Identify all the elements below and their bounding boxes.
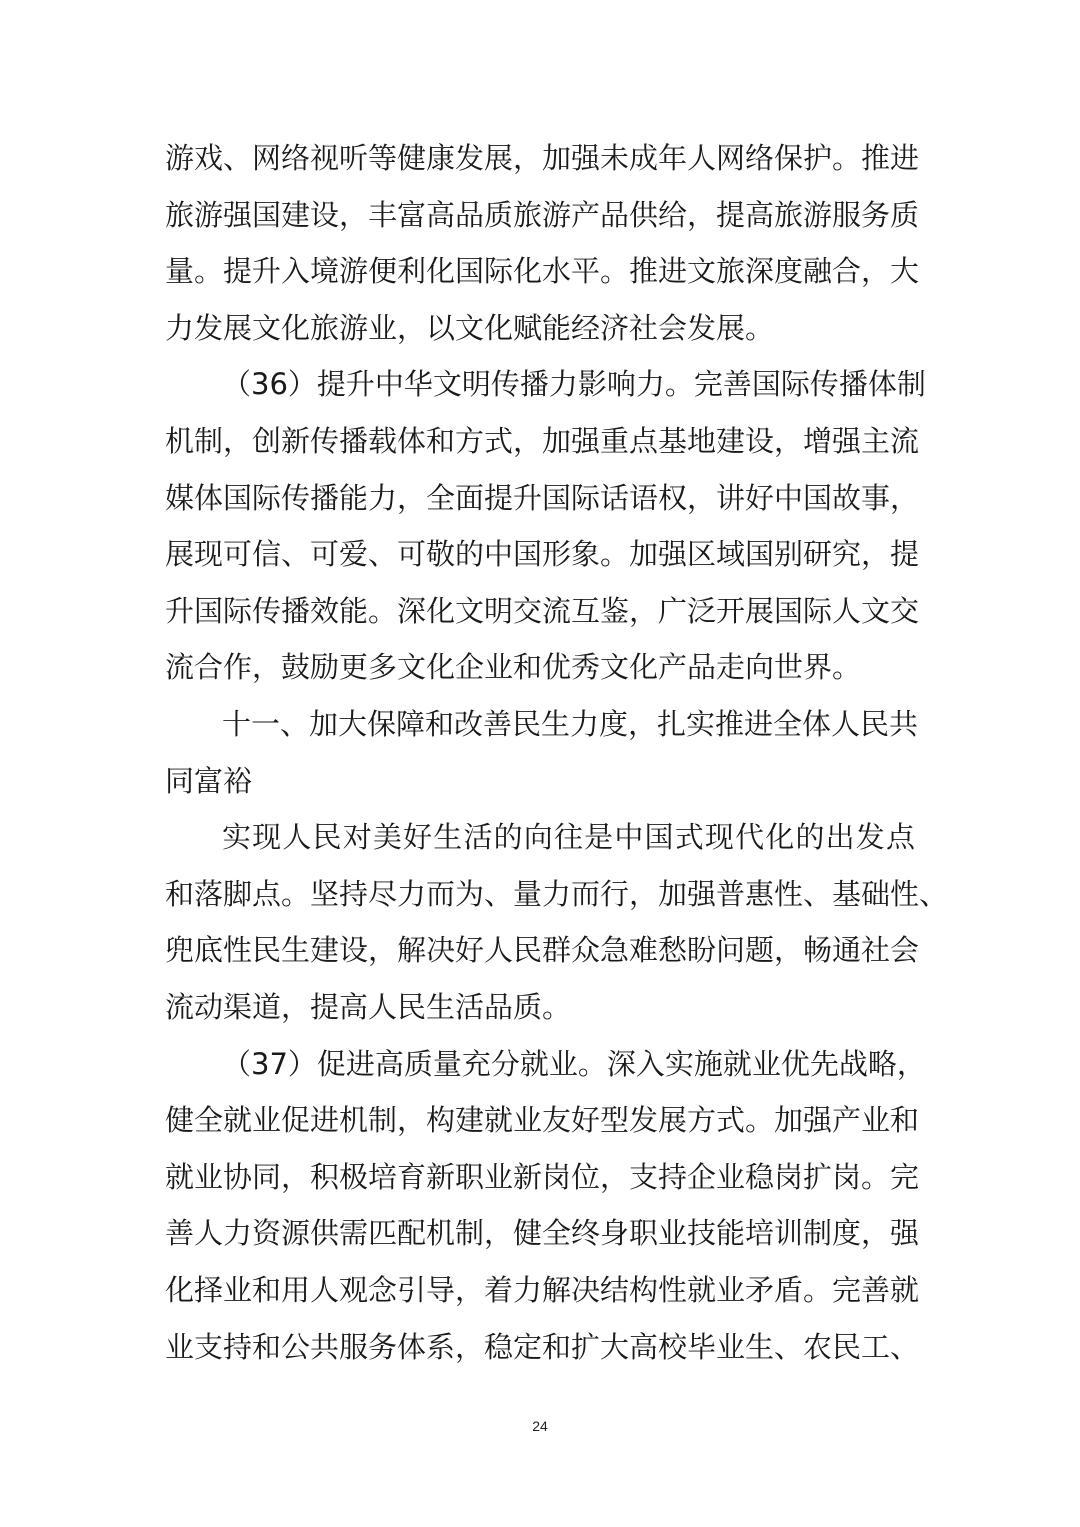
text-line: 健全就业促进机制，构建就业友好型发展方式。加强产业和 — [165, 1103, 920, 1138]
text-line: 化择业和用人观念引导，着力解决结构性就业矛盾。完善就 — [165, 1273, 920, 1307]
text-line: 旅游强国建设，丰富高品质旅游产品供给，提高旅游服务质 — [165, 197, 920, 232]
page-number: 24 — [532, 1418, 548, 1434]
text-line: 机制，创新传播载体和方式，加强重点基地建设，增强主流 — [165, 424, 920, 458]
text-line: 升国际传播效能。深化文明交流互鉴，广泛开展国际人文交 — [165, 593, 920, 628]
text-line: （37）促进高质量充分就业。深入实施就业优先战略， — [222, 1046, 926, 1081]
text-line: 媒体国际传播能力，全面提升国际话语权，讲好中国故事， — [165, 480, 920, 515]
text-line: 展现可信、可爱、可敬的中国形象。加强区域国别研究，提 — [165, 537, 920, 572]
text-line: （36）提升中华文明传播力影响力。完善国际传播体制 — [222, 367, 926, 402]
text-line: 善人力资源供需匹配机制，健全终身职业技能培训制度，强 — [165, 1216, 920, 1251]
text-line: 游戏、网络视听等健康发展，加强未成年人网络保护。推进 — [165, 141, 920, 175]
text-line: 兜底性民生建设，解决好人民群众急难愁盼问题，畅通社会 — [165, 933, 920, 968]
text-line: 十一、加大保障和改善民生力度，扎实推进全体人民共 — [222, 707, 919, 741]
text-line: 和落脚点。坚持尽力而为、量力而行，加强普惠性、基础性、 — [165, 876, 949, 911]
text-line: 同富裕 — [165, 763, 253, 798]
text-line: 流合作，鼓励更多文化企业和优秀文化产品走向世界。 — [165, 650, 862, 685]
text-line: 力发展文化旅游业，以文化赋能经济社会发展。 — [165, 310, 775, 345]
text-line: 就业协同，积极培育新职业新岗位，支持企业稳岗扩岗。完 — [165, 1159, 920, 1194]
text-line: 流动渠道，提高人民生活品质。 — [165, 990, 572, 1024]
text-line: 业支持和公共服务体系，稳定和扩大高校毕业生、农民工、 — [165, 1329, 920, 1364]
text-line: 实现人民对美好生活的向往是中国式现代化的出发点 — [222, 820, 915, 855]
text-line: 量。提升入境游便利化国际化水平。推进文旅深度融合，大 — [165, 254, 920, 289]
